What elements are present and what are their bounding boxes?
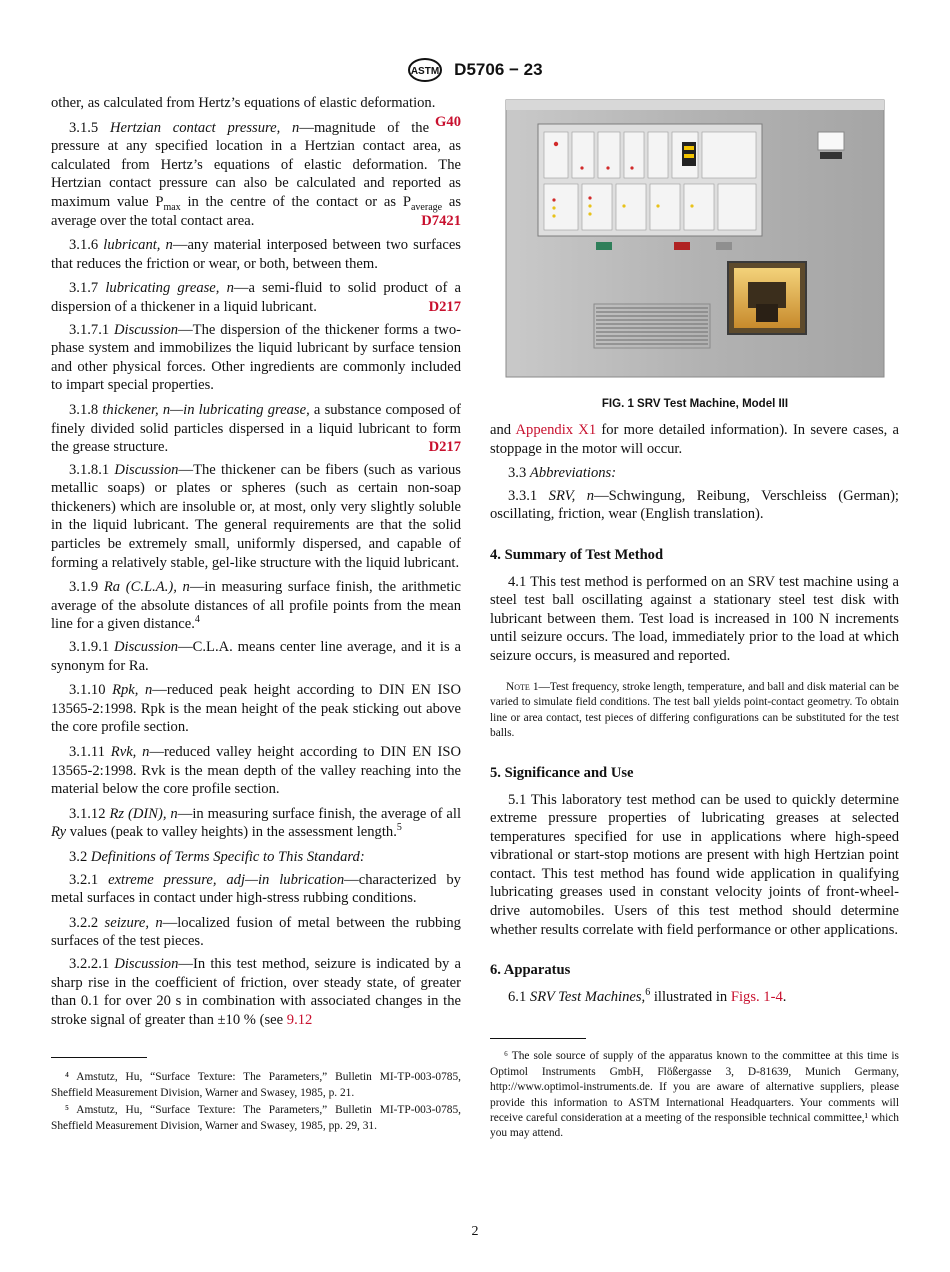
paragraph-3-1-8-1: 3.1.8.1 Discussion—The thickener can be fibers (such as various metallic soaps) or plates or spheres (such as certain non-soap thickeners) which are insoluble or, at most, only very slightly soluble in the liquid lubricant. The general requirements are that the solid particles be extremely small, uniformly dispersed, and capable of forming a relatively stable, gel-like structure with the liquid lubricant. xyxy=(51,461,461,571)
paragraph-3-2-1: 3.2.1 extreme pressure, adj—in lubrication—characterized by metal surfaces in contact under high-stress rubbing conditions. xyxy=(51,871,461,907)
footnote-5: ⁵ Amstutz, Hu, “Surface Texture: The Parameters,” Bulletin MI-TP-003-0785, Sheffield Measurement Division, Warner and Swasey, 1985, pp. 29, 31. xyxy=(51,1104,461,1132)
footnote-6: ⁶ The sole source of supply of the apparatus known to the committee at this time is Optimol Instruments GmbH, Flößergasse 3, D-81639, Munich Germany, http://www.optimol-instruments.de. If you are aware of alternative suppliers, please provide this information to ASTM International Headquarters. Your comments will receive careful consideration at a meeting of the responsible technical committee,¹ which you may attend. xyxy=(490,1050,899,1140)
reference-link[interactable]: D217 xyxy=(428,439,461,456)
paragraph-3-2-2-1: 3.2.2.1 Discussion—In this test method, seizure is indicated by a sharp rise in the coefficient of friction, over steady state, of greater than 0.1 for over 20 s in combination with associated changes in the stroke signal of greater than ±10 % (see 9.12 xyxy=(51,955,461,1028)
footnote-marker: 4 xyxy=(194,614,200,626)
paragraph-3-2-2: 3.2.2 seizure, n—localized fusion of metal between the rubbing surfaces of the test pieces. xyxy=(51,914,461,950)
paragraph-4-1: 4.1 This test method is performed on an SRV test machine using a steel test ball oscillating against a stationary steel test disk with lubricant between them. Test load is increased in 100 N increments until seizure occurs. The load, immediately prior to the load at which seizure occurs, is measured and reported. xyxy=(490,573,899,664)
paragraph-3-1-10: 3.1.10 Rpk, n—reduced peak height according to DIN EN ISO 13565-2:1998. Rpk is the mean height of the peak sticking out above the core profile section. xyxy=(51,682,461,736)
reference-link[interactable]: G40 xyxy=(435,113,461,130)
paragraph-5-1: 5.1 This laboratory test method can be used to quickly determine extreme pressure properties of lubricating greases at selected temperatures specified for use in applications where high-speed vibrational or start-stop motions are present with high Hertzian point contact. This test method has found wide application in qualifying lubricating greases used in constant velocity joints of front-wheel-drive automobiles. Users of this test method should determine whether results correlate with field performance or other applications. xyxy=(490,791,899,938)
section-heading-4: 4. Summary of Test Method xyxy=(490,546,664,563)
document-designation: D5706 − 23 xyxy=(454,60,543,79)
reference-link[interactable]: D217 xyxy=(428,298,461,315)
paragraph-3-1-9-1: 3.1.9.1 Discussion—C.L.A. means center line average, and it is a synonym for Ra. xyxy=(51,639,461,674)
footnote-marker: 5 xyxy=(396,822,402,834)
paragraph-3-1-5: 3.1.5 Hertzian contact pressure, n—magnitude of the pressure at any specified location in a Hertzian contact area, as calculated from Hertz’s equations of elastic deformation. The Hertzian contact pressure can also be calculated and reported as maximum value $P_{max}$ in the centre of the contact or as $P_{average}$ as average over the total contact area. D7421 xyxy=(51,119,462,229)
paragraph-3-1-7-1: 3.1.7.1 Discussion—The dispersion of the thickener forms a two-phase system and immobilizes the liquid lubricant by surface tension and other physical forces. Other ingredients are commonly included to impart special properties. xyxy=(51,321,461,394)
footnote-marker: 6 xyxy=(645,986,651,998)
figure-caption: FIG. 1 SRV Test Machine, Model III xyxy=(601,397,789,410)
paragraph-g40: other, as calculated from Hertz’s equations of elastic deformation. G40 xyxy=(51,95,461,130)
section-link[interactable]: 9.12 xyxy=(286,1011,313,1028)
paragraph-3-1-11: 3.1.11 Rvk, n—reduced valley height according to DIN EN ISO 13565-2:1998. Rvk is the mean depth of the valley reaching into the material below the core profile section. xyxy=(51,744,461,798)
svg-text:ASTM: ASTM xyxy=(411,66,440,77)
footnotes-left xyxy=(51,1070,461,1134)
reference-link[interactable]: D7421 xyxy=(421,212,461,229)
footnote-divider xyxy=(51,1057,147,1058)
left-column xyxy=(51,94,461,1136)
paragraph-3-3: 3.3 Abbreviations: xyxy=(508,465,617,482)
appendix-link[interactable]: Appendix X1 xyxy=(515,422,597,438)
figures-link[interactable]: Figs. 1-4 xyxy=(730,988,783,1005)
page-number: 2 xyxy=(471,1224,479,1239)
paragraph-3-1-6: 3.1.6 lubricant, n—any material interposed between two surfaces that reduces the friction or wear, or both, between them. xyxy=(51,237,461,272)
paragraph-3-1-12: 3.1.12 Rz (DIN), n—in measuring surface finish, the average of all Ry values (peak to valley heights) in the assessment length.$^5$ xyxy=(51,805,461,841)
paragraph-3-1-7: 3.1.7 lubricating grease, n—a semi-fluid to solid product of a dispersion of a thickener in a liquid lubricant. D217 xyxy=(51,280,461,315)
astm-logo-icon xyxy=(407,57,443,83)
srv-machine-photo xyxy=(502,94,888,381)
footnote-divider xyxy=(490,1038,586,1039)
footnote-4: ⁴ Amstutz, Hu, “Surface Texture: The Parameters,” Bulletin MI-TP-003-0785, Sheffield Measurement Division, Warner and Swasey, 1985, p. 21. xyxy=(51,1071,461,1099)
paragraph-3-1-8: 3.1.8 thickener, n—in lubricating grease, a substance composed of finely divided solid particles dispersed in a liquid lubricant to form the grease structure. D217 xyxy=(51,401,461,456)
paragraph-3-1-9: 3.1.9 Ra (C.L.A.), n—in measuring surface finish, the arithmetic average of the absolute distances of all profile points from the mean line for a given distance.$^4$ xyxy=(51,579,461,633)
paragraph-3-3-1: 3.3.1 SRV, n—Schwingung, Reibung, Verschleiss (German); oscillating, friction, wear (English translation). xyxy=(490,487,899,523)
page-header xyxy=(0,57,950,83)
section-heading-6: 6. Apparatus xyxy=(490,962,571,979)
paragraph-6-1: 6.1 SRV Test Machines,$^6$ illustrated in Figs. 1-4. xyxy=(508,986,787,1005)
section-heading-5: 5. Significance and Use xyxy=(490,764,634,781)
paragraph-3-2: 3.2 Definitions of Terms Specific to This Standard: xyxy=(69,848,365,865)
footnotes-right xyxy=(490,1049,899,1141)
paragraph-continued: and Appendix X1 for more detailed information). In severe cases, a stoppage in the motor will occur. xyxy=(490,422,899,457)
note-1: Note 1—Test frequency, stroke length, temperature, and ball and disk material can be varied to simulate field conditions. The test ball yields point-contact geometry. To obtain line or area contact, test pieces of differing configurations can be substituted for the test balls. xyxy=(490,680,899,740)
figure-srv-machine xyxy=(502,94,888,410)
right-column xyxy=(490,94,899,1144)
